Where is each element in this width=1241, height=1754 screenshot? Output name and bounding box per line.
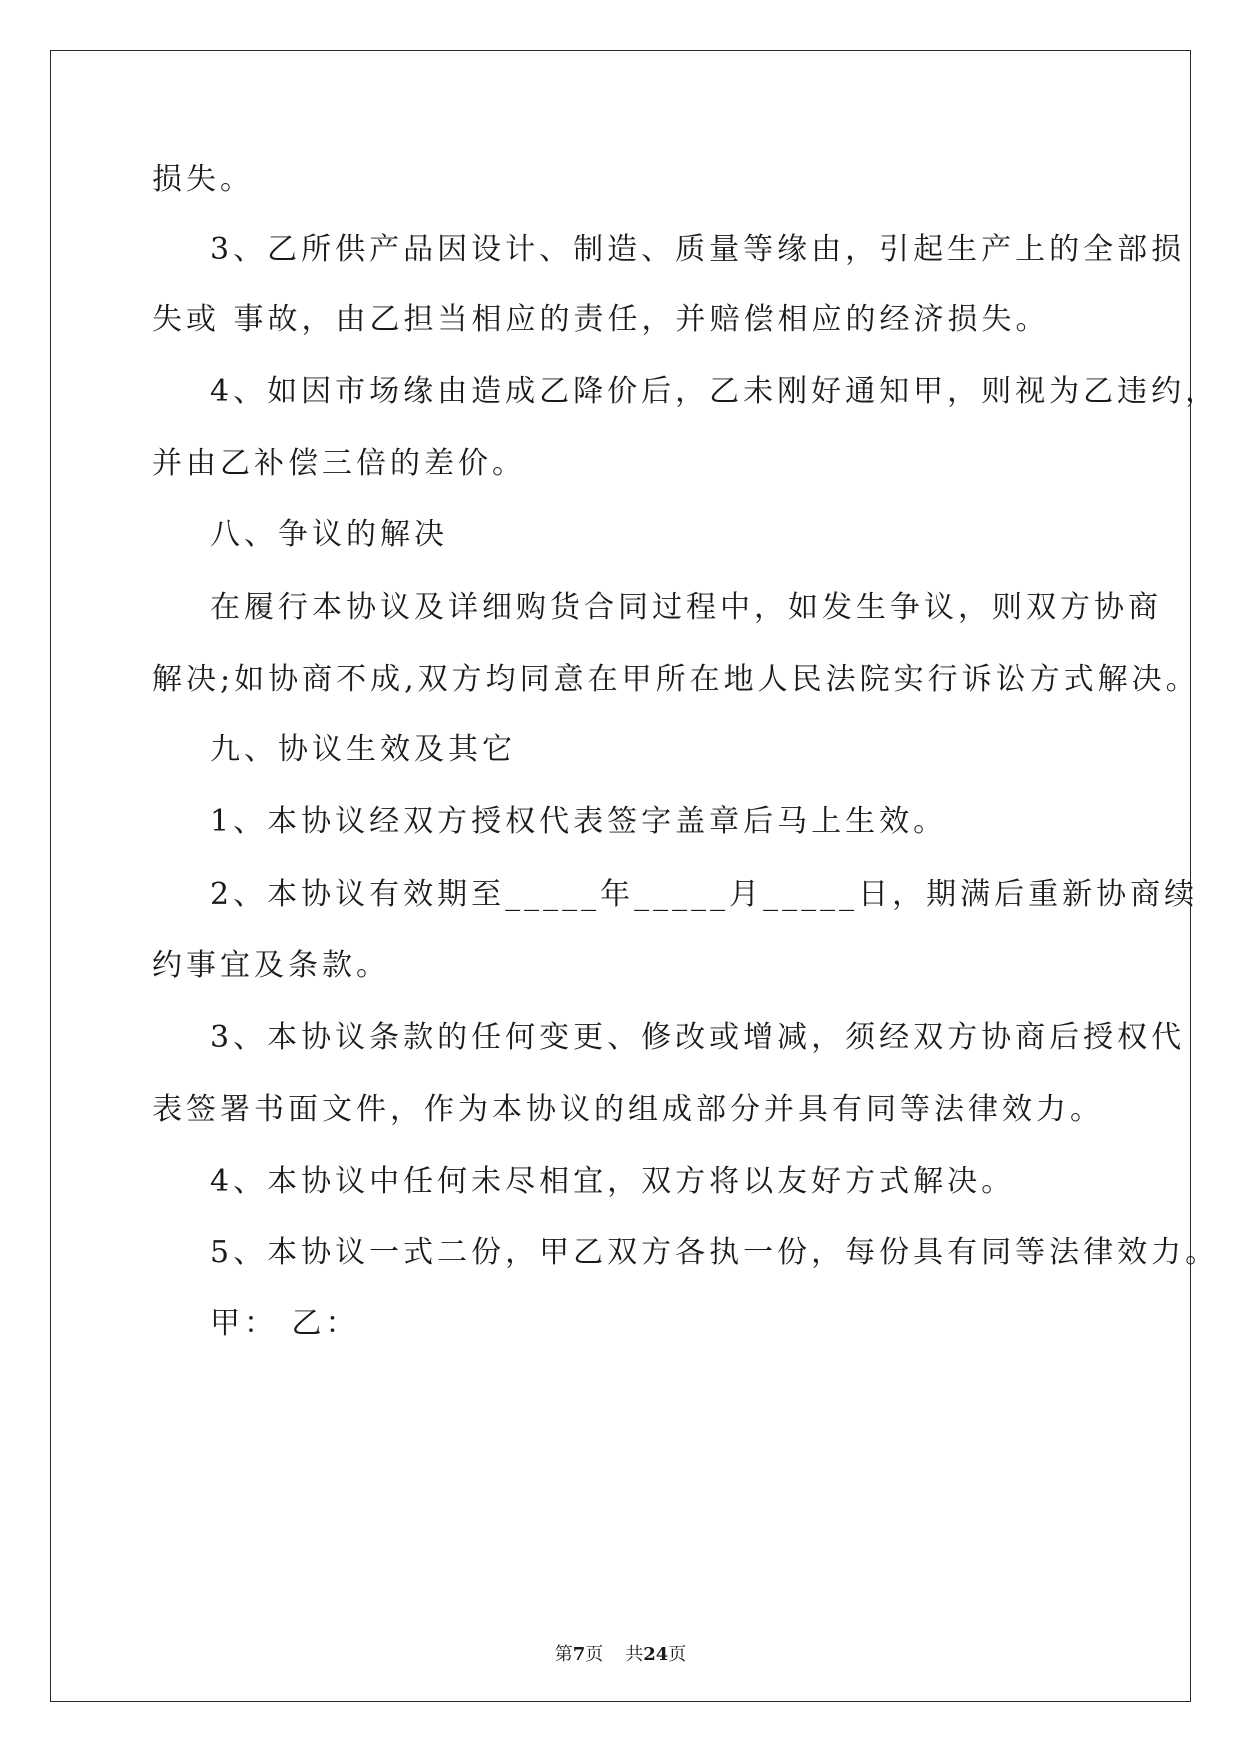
total-label-suffix: 页 — [668, 1644, 687, 1665]
total-label-prefix: 共 — [625, 1644, 644, 1665]
current-page-number: 7 — [572, 1644, 586, 1665]
paragraph-line: 失或 事故，由乙担当相应的责任，并赔偿相应的经济损失。 — [152, 302, 1050, 337]
page-label-prefix: 第 — [554, 1644, 573, 1665]
paragraph-line: 表签署书面文件，作为本协议的组成部分并具有同等法律效力。 — [152, 1092, 1104, 1127]
page-footer — [0, 1643, 1241, 1667]
paragraph-line: 4、如因市场缘由造成乙降价后，乙未刚好通知甲，则视为乙违约， — [210, 374, 1220, 409]
total-page-number: 24 — [643, 1644, 669, 1665]
paragraph-line: 解决;如协商不成,双方均同意在甲所在地人民法院实行诉讼方式解决。 — [152, 662, 1200, 697]
paragraph-line: 3、本协议条款的任何变更、修改或增减，须经双方协商后授权代 — [210, 1020, 1186, 1055]
paragraph-line: 3、乙所供产品因设计、制造、质量等缘由，引起生产上的全部损 — [210, 232, 1186, 267]
section-heading: 八、争议的解决 — [210, 517, 448, 552]
paragraph-line: 5、本协议一式二份，甲乙双方各执一份，每份具有同等法律效力。 — [210, 1235, 1220, 1270]
paragraph-line: 损失。 — [152, 162, 254, 197]
paragraph-line: 约事宜及条款。 — [152, 948, 390, 983]
paragraph-line: 1、本协议经双方授权代表签字盖章后马上生效。 — [210, 804, 948, 839]
paragraph-line: 并由乙补偿三倍的差价。 — [152, 446, 526, 481]
section-heading: 九、协议生效及其它 — [210, 732, 516, 767]
paragraph-line: 2、本协议有效期至_____年_____月_____日，期满后重新协商续 — [210, 877, 1199, 912]
paragraph-line: 4、本协议中任何未尽相宜，双方将以友好方式解决。 — [210, 1164, 1016, 1199]
page-label-suffix: 页 — [585, 1644, 604, 1665]
signature-line: 甲： 乙： — [210, 1306, 360, 1341]
paragraph-line: 在履行本协议及详细购货合同过程中，如发生争议，则双方协商 — [210, 590, 1162, 625]
